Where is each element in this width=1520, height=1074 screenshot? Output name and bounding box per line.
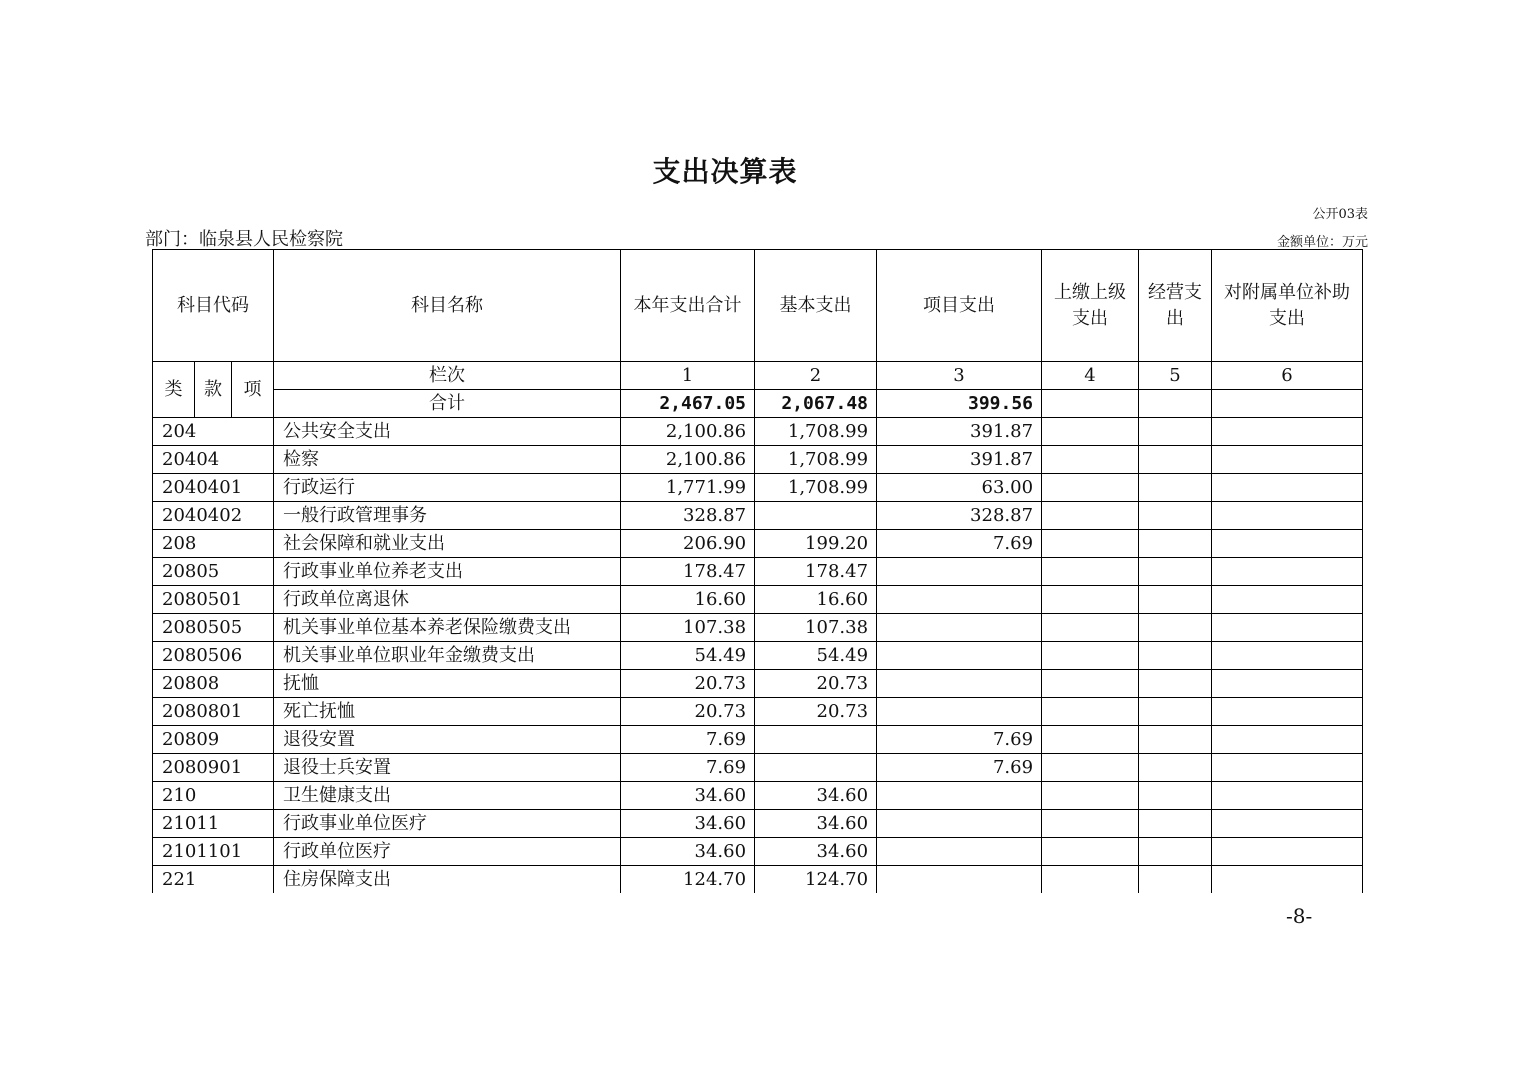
cell-upper bbox=[1042, 838, 1139, 866]
cell-project bbox=[877, 782, 1042, 810]
cell-project bbox=[877, 698, 1042, 726]
cell-basic: 1,708.99 bbox=[755, 446, 877, 474]
cell-subsidy bbox=[1212, 418, 1363, 446]
cell-business bbox=[1139, 418, 1212, 446]
cell-business bbox=[1139, 614, 1212, 642]
cell-subsidy bbox=[1212, 642, 1363, 670]
cell-project bbox=[877, 810, 1042, 838]
table-row bbox=[153, 726, 1363, 754]
page-title: 支出决算表 bbox=[652, 155, 798, 188]
cell-business bbox=[1139, 530, 1212, 558]
subject-code: 208 bbox=[153, 530, 274, 558]
cell-upper bbox=[1042, 754, 1139, 782]
table-row bbox=[153, 670, 1363, 698]
cell-basic: 107.38 bbox=[755, 614, 877, 642]
subject-code: 2080506 bbox=[153, 642, 274, 670]
subject-code: 2040401 bbox=[153, 474, 274, 502]
cell-subsidy bbox=[1212, 446, 1363, 474]
header-total: 本年支出合计 bbox=[621, 250, 755, 362]
cell-upper bbox=[1042, 810, 1139, 838]
cell-upper bbox=[1042, 642, 1139, 670]
table-row bbox=[153, 810, 1363, 838]
cell-business bbox=[1139, 446, 1212, 474]
header-lei: 类 bbox=[153, 362, 195, 418]
cell-subsidy bbox=[1212, 698, 1363, 726]
col-index-4: 4 bbox=[1042, 362, 1139, 390]
cell-upper bbox=[1042, 502, 1139, 530]
cell-basic: 124.70 bbox=[755, 866, 877, 894]
cell-business bbox=[1139, 810, 1212, 838]
cell-subsidy bbox=[1212, 726, 1363, 754]
cell-total: 1,771.99 bbox=[621, 474, 755, 502]
cell-project: 63.00 bbox=[877, 474, 1042, 502]
column-index-row bbox=[153, 362, 1363, 390]
table-row bbox=[153, 642, 1363, 670]
table-row bbox=[153, 838, 1363, 866]
cell-total: 2,100.86 bbox=[621, 446, 755, 474]
col-index-3: 3 bbox=[877, 362, 1042, 390]
cell-business bbox=[1139, 474, 1212, 502]
cell-subsidy bbox=[1212, 782, 1363, 810]
cell-total: 20.73 bbox=[621, 670, 755, 698]
cell-subsidy bbox=[1212, 558, 1363, 586]
cell-business bbox=[1139, 642, 1212, 670]
cell-project: 7.69 bbox=[877, 530, 1042, 558]
cell-project: 391.87 bbox=[877, 446, 1042, 474]
cell-subsidy bbox=[1212, 838, 1363, 866]
header-row bbox=[153, 250, 1363, 362]
header-business: 经营支出 bbox=[1139, 250, 1212, 362]
cell-upper bbox=[1042, 782, 1139, 810]
col-index-1: 1 bbox=[621, 362, 755, 390]
subject-code: 20404 bbox=[153, 446, 274, 474]
subject-code: 204 bbox=[153, 418, 274, 446]
col-index-5: 5 bbox=[1139, 362, 1212, 390]
cell-total: 34.60 bbox=[621, 782, 755, 810]
cell-business bbox=[1139, 838, 1212, 866]
table-row bbox=[153, 586, 1363, 614]
subject-name: 行政运行 bbox=[274, 474, 621, 502]
cell-business bbox=[1139, 698, 1212, 726]
subject-code: 2040402 bbox=[153, 502, 274, 530]
cell-business bbox=[1139, 866, 1212, 894]
cell-total: 107.38 bbox=[621, 614, 755, 642]
cell-subsidy bbox=[1212, 866, 1363, 894]
cell-upper bbox=[1042, 726, 1139, 754]
cell-basic: 34.60 bbox=[755, 810, 877, 838]
table-row bbox=[153, 614, 1363, 642]
col-index-6: 6 bbox=[1212, 362, 1363, 390]
cell-upper bbox=[1042, 586, 1139, 614]
cell-project bbox=[877, 670, 1042, 698]
cell-total: 7.69 bbox=[621, 726, 755, 754]
cell-total: 7.69 bbox=[621, 754, 755, 782]
cell-project bbox=[877, 558, 1042, 586]
total-basic: 2,067.48 bbox=[755, 390, 877, 418]
cell-subsidy bbox=[1212, 474, 1363, 502]
cell-business bbox=[1139, 754, 1212, 782]
total-project: 399.56 bbox=[877, 390, 1042, 418]
header-code: 科目代码 bbox=[153, 250, 274, 362]
cell-upper bbox=[1042, 418, 1139, 446]
cell-subsidy bbox=[1212, 810, 1363, 838]
cell-total: 124.70 bbox=[621, 866, 755, 894]
table-row bbox=[153, 530, 1363, 558]
cell-project bbox=[877, 866, 1042, 894]
cell-business bbox=[1139, 782, 1212, 810]
subject-code: 2080801 bbox=[153, 698, 274, 726]
table-row bbox=[153, 502, 1363, 530]
cell-total: 178.47 bbox=[621, 558, 755, 586]
cell-basic: 34.60 bbox=[755, 838, 877, 866]
cell-project bbox=[877, 838, 1042, 866]
cell-upper bbox=[1042, 474, 1139, 502]
cell-business bbox=[1139, 558, 1212, 586]
cell-project bbox=[877, 614, 1042, 642]
table-row bbox=[153, 446, 1363, 474]
subject-name: 行政单位医疗 bbox=[274, 838, 621, 866]
cell-subsidy bbox=[1212, 670, 1363, 698]
subject-code: 21011 bbox=[153, 810, 274, 838]
subject-name: 机关事业单位职业年金缴费支出 bbox=[274, 642, 621, 670]
subject-name: 机关事业单位基本养老保险缴费支出 bbox=[274, 614, 621, 642]
cell-basic: 178.47 bbox=[755, 558, 877, 586]
cell-business bbox=[1139, 726, 1212, 754]
cell-total: 34.60 bbox=[621, 810, 755, 838]
cell-total: 20.73 bbox=[621, 698, 755, 726]
cell-project: 7.69 bbox=[877, 754, 1042, 782]
header-name: 科目名称 bbox=[274, 250, 621, 362]
subject-code: 221 bbox=[153, 866, 274, 894]
subject-name: 社会保障和就业支出 bbox=[274, 530, 621, 558]
subject-code: 20808 bbox=[153, 670, 274, 698]
col-index-2: 2 bbox=[755, 362, 877, 390]
cell-basic bbox=[755, 502, 877, 530]
subject-code: 2080505 bbox=[153, 614, 274, 642]
cell-basic bbox=[755, 754, 877, 782]
cell-basic: 54.49 bbox=[755, 642, 877, 670]
expenditure-table bbox=[152, 249, 1363, 893]
subject-name: 退役士兵安置 bbox=[274, 754, 621, 782]
cell-upper bbox=[1042, 670, 1139, 698]
cell-basic bbox=[755, 726, 877, 754]
cell-upper bbox=[1042, 530, 1139, 558]
cell-basic: 16.60 bbox=[755, 586, 877, 614]
table-row bbox=[153, 754, 1363, 782]
header-project: 项目支出 bbox=[877, 250, 1042, 362]
subject-code: 20805 bbox=[153, 558, 274, 586]
cell-upper bbox=[1042, 698, 1139, 726]
table-row bbox=[153, 474, 1363, 502]
cell-business bbox=[1139, 670, 1212, 698]
table-row bbox=[153, 418, 1363, 446]
cell-subsidy bbox=[1212, 586, 1363, 614]
table-row bbox=[153, 558, 1363, 586]
cell-basic: 20.73 bbox=[755, 698, 877, 726]
cell-basic: 199.20 bbox=[755, 530, 877, 558]
subject-name: 住房保障支出 bbox=[274, 866, 621, 894]
cell-upper bbox=[1042, 866, 1139, 894]
cell-project: 391.87 bbox=[877, 418, 1042, 446]
cell-subsidy bbox=[1212, 614, 1363, 642]
total-label: 合计 bbox=[274, 390, 621, 418]
header-kuan: 款 bbox=[195, 362, 232, 418]
cell-subsidy bbox=[1212, 502, 1363, 530]
department-label: 部门：临泉县人民检察院 bbox=[145, 229, 343, 250]
header-xiang: 项 bbox=[232, 362, 274, 418]
subject-code: 20809 bbox=[153, 726, 274, 754]
cell-business bbox=[1139, 586, 1212, 614]
subject-code: 210 bbox=[153, 782, 274, 810]
cell-business bbox=[1139, 502, 1212, 530]
subject-name: 公共安全支出 bbox=[274, 418, 621, 446]
subject-code: 2080901 bbox=[153, 754, 274, 782]
cell-total: 2,100.86 bbox=[621, 418, 755, 446]
cell-basic: 20.73 bbox=[755, 670, 877, 698]
total-row bbox=[153, 390, 1363, 418]
subject-name: 检察 bbox=[274, 446, 621, 474]
subject-code: 2080501 bbox=[153, 586, 274, 614]
cell-project bbox=[877, 642, 1042, 670]
header-basic: 基本支出 bbox=[755, 250, 877, 362]
cell-basic: 1,708.99 bbox=[755, 474, 877, 502]
subject-name: 卫生健康支出 bbox=[274, 782, 621, 810]
total-sum: 2,467.05 bbox=[621, 390, 755, 418]
table-row bbox=[153, 866, 1363, 894]
cell-subsidy bbox=[1212, 754, 1363, 782]
cell-project bbox=[877, 586, 1042, 614]
table-row bbox=[153, 698, 1363, 726]
cell-basic: 1,708.99 bbox=[755, 418, 877, 446]
cell-total: 16.60 bbox=[621, 586, 755, 614]
cell-basic: 34.60 bbox=[755, 782, 877, 810]
cell-total: 206.90 bbox=[621, 530, 755, 558]
page-number: -8- bbox=[1286, 904, 1313, 928]
subject-name: 抚恤 bbox=[274, 670, 621, 698]
subject-code: 2101101 bbox=[153, 838, 274, 866]
cell-upper bbox=[1042, 558, 1139, 586]
cell-subsidy bbox=[1212, 530, 1363, 558]
subject-name: 行政事业单位养老支出 bbox=[274, 558, 621, 586]
header-upper: 上缴上级支出 bbox=[1042, 250, 1139, 362]
table-row bbox=[153, 782, 1363, 810]
cell-project: 328.87 bbox=[877, 502, 1042, 530]
subject-name: 一般行政管理事务 bbox=[274, 502, 621, 530]
cell-project: 7.69 bbox=[877, 726, 1042, 754]
subject-name: 行政事业单位医疗 bbox=[274, 810, 621, 838]
form-number: 公开03表 bbox=[1312, 207, 1368, 222]
cell-upper bbox=[1042, 614, 1139, 642]
amount-unit: 金额单位：万元 bbox=[1276, 235, 1368, 250]
cell-upper bbox=[1042, 446, 1139, 474]
subject-name: 死亡抚恤 bbox=[274, 698, 621, 726]
subject-name: 行政单位离退休 bbox=[274, 586, 621, 614]
header-subsidy: 对附属单位补助支出 bbox=[1212, 250, 1363, 362]
cell-total: 54.49 bbox=[621, 642, 755, 670]
cell-total: 34.60 bbox=[621, 838, 755, 866]
header-lanci: 栏次 bbox=[274, 362, 621, 390]
cell-total: 328.87 bbox=[621, 502, 755, 530]
subject-name: 退役安置 bbox=[274, 726, 621, 754]
